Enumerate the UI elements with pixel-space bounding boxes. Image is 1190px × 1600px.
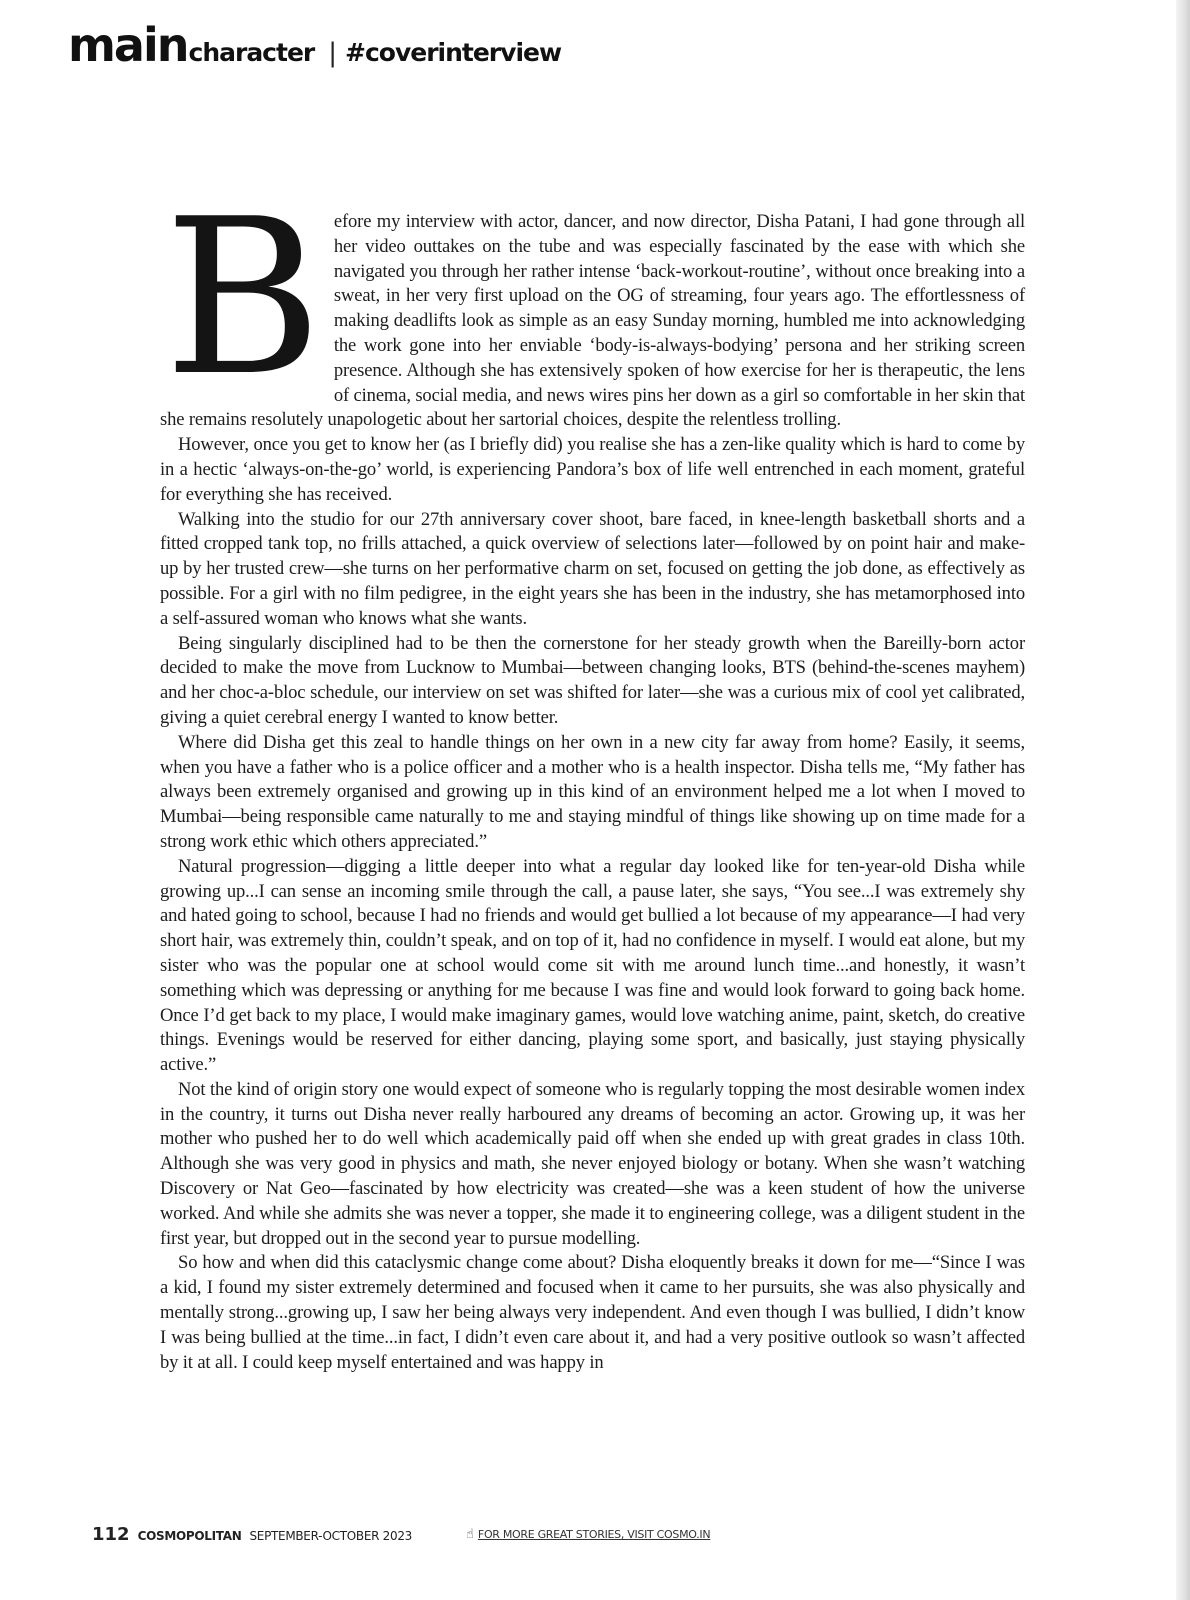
issue-date: SEPTEMBER-OCTOBER 2023 bbox=[249, 1529, 413, 1543]
article-body bbox=[160, 172, 1025, 1375]
article-paragraph: So how and when did this cataclysmic change come about? Disha eloquently breaks it down for me—“Since I was a kid, I found my sister extremely determined and focused when it came to her pursuits, she was also physically and mentally strong...growing up, I saw her being always very independent. And even though I was bullied, I didn’t know I was being bullied at the time...in fact, I didn’t even care about it, and had a very positive outlook so wasn’t affected by it at all. I could keep myself entertained and was happy in bbox=[160, 1252, 1025, 1373]
header-separator: | bbox=[328, 38, 338, 68]
article-paragraph: Not the kind of origin story one would expect of someone who is regularly topping the most desirable women index in the country, it turns out Disha never really harboured any dreams of becoming an actor. Growing up, it was her mother who pushed her to do well which academically paid off when she ended up with great grades in class 10th. Although she was very good in physics and math, she never enjoyed biology or botany. When she wasn’t watching Discovery or Nat Geo—fascinated by how electricity was created—she was a keen student of how the universe worked. And while she admits she was never a topper, she made it to engineering college, was a diligent student in the first year, but dropped out in the second year to pursue modelling. bbox=[160, 1078, 1025, 1249]
article-paragraph bbox=[160, 172, 1025, 433]
article-paragraph: Walking into the studio for our 27th anniversary cover shoot, bare faced, in knee-length basketball shorts and a fitted cropped tank top, no frills attached, a quick overview of selections later—followed by on point hair and make-up by her trusted crew—she turns on her performative charm on set, focused on getting the job done, as effectively as possible. For a girl with no film pedigree, in the eight years she has been in the industry, she has metamorphosed into a self-assured woman who knows what she wants. bbox=[160, 508, 1025, 629]
section-main-label: main bbox=[68, 18, 188, 72]
article-paragraph: Where did Disha get this zeal to handle things on her own in a new city far away from home? Easily, it seems, when you have a father who is a police officer and a mother who is a health inspector. Disha tells me, “My father has always been extremely organised and growing up in this kind of an environment helped me a lot when I moved to Mumbai—being responsible came naturally to me and staying mindful of things like showing up on time made for a strong work ethic which others appreciated.” bbox=[160, 731, 1025, 852]
more-stories-link-text[interactable]: FOR MORE GREAT STORIES, VISIT COSMO.IN bbox=[477, 1528, 711, 1541]
pointing-hand-icon: ☝ bbox=[466, 1527, 474, 1542]
magazine-name: COSMOPOLITAN bbox=[137, 1529, 242, 1543]
drop-cap: B bbox=[164, 172, 322, 423]
page-edge-shadow bbox=[1176, 0, 1190, 1600]
article-paragraph: Natural progression—digging a little deeper into what a regular day looked like for ten-year-old Disha while growing up...I can sense an incoming smile through the call, a pause later, she says, “You see...I was extremely shy and hated going to school, because I had no friends and would get bullied a lot because of my appearance—I had very short hair, was extremely thin, couldn’t speak, and on top of it, had no confidence in myself. I would eat alone, but my sister who was the popular one at school would come sit with me around lunch time...and honestly, it wasn’t something which was depressing or anything for me because I was fine and would look forward to going back home. Once I’d get back to my place, I would make imaginary games, would love watching anime, paint, sketch, do creative things. Evenings would be reserved for either dancing, playing some sport, and basically, just staying physically active.” bbox=[160, 855, 1025, 1076]
page-number: 112 bbox=[92, 1524, 130, 1545]
section-sub-label: character bbox=[188, 38, 315, 67]
more-stories-link[interactable] bbox=[466, 1527, 710, 1542]
paragraph-text: efore my interview with actor, dancer, and now director, Disha Patani, I had gone through all her video outtakes on the tube and was especially fascinated by the ease with which she navigated you through her rather intense ‘back-workout-routine’, without once breaking into a sweat, in her very first upload on the OG of streaming, four years ago. The effortlessness of making deadlifts look as simple as an easy Sunday morning, humbled me into acknowledging the work gone into her enviable ‘body-is-always-bodying’ persona and her striking screen presence. Although she has extensively spoken of how exercise for her is therapeutic, the lens of cinema, social media, and news wires pins her down as a girl so comfortable in her skin that she remains resolutely unapologetic about her sartorial choices, despite the relentless trolling. bbox=[160, 211, 1025, 431]
page-footer bbox=[92, 1524, 412, 1545]
article-paragraph: Being singularly disciplined had to be then the cornerstone for her steady growth when the Bareilly-born actor decided to make the move from Lucknow to Mumbai—between changing looks, BTS (behind-the-scenes mayhem) and her choc-a-bloc schedule, our interview on set was shifted for later—she was a curious mix of cool yet calibrated, giving a quiet cerebral energy I wanted to know better. bbox=[160, 632, 1025, 728]
section-tag: #coverinterview bbox=[345, 38, 562, 67]
section-header bbox=[68, 18, 562, 72]
article-paragraph: However, once you get to know her (as I briefly did) you realise she has a zen-like quality which is hard to come by in a hectic ‘always-on-the-go’ world, is experiencing Pandora’s box of life well entrenched in each moment, grateful for everything she has received. bbox=[160, 434, 1025, 505]
